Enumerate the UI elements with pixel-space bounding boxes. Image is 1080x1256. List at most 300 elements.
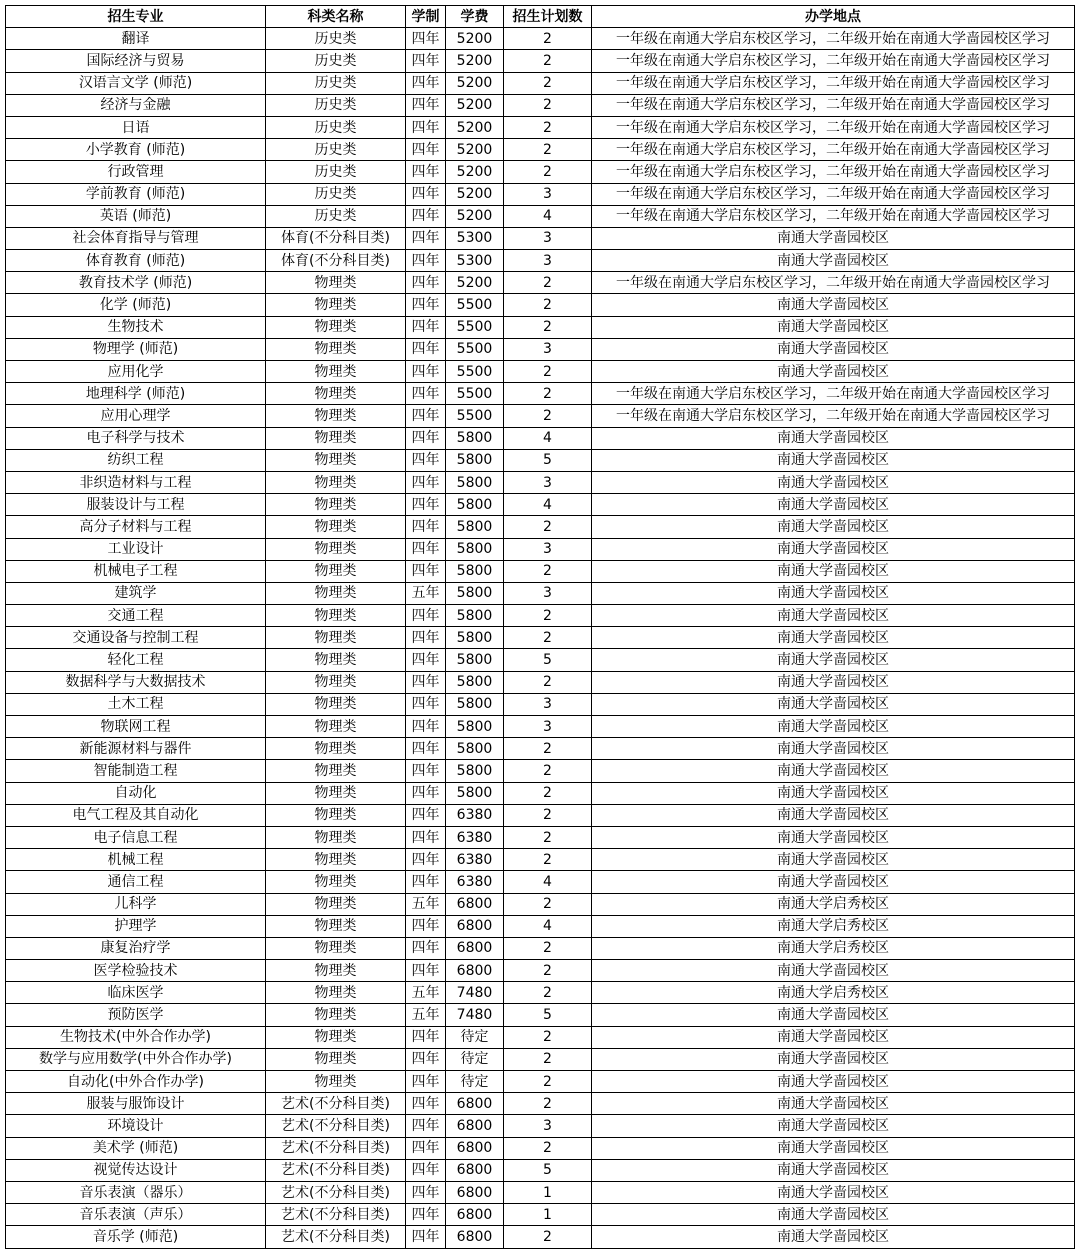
table-row (6, 1204, 1075, 1226)
cell-tuition: 5500 (446, 361, 504, 383)
cell-major: 翻译 (6, 28, 266, 50)
cell-quota: 2 (504, 294, 592, 316)
cell-tuition: 5500 (446, 294, 504, 316)
cell-duration: 四年 (406, 116, 446, 138)
cell-tuition: 6800 (446, 1181, 504, 1203)
cell-tuition: 6380 (446, 849, 504, 871)
cell-category: 物理类 (266, 605, 406, 627)
cell-category: 物理类 (266, 1004, 406, 1026)
cell-location: 南通大学啬园校区 (592, 1137, 1075, 1159)
table-row (6, 94, 1075, 116)
cell-category: 物理类 (266, 538, 406, 560)
cell-location: 南通大学啬园校区 (592, 361, 1075, 383)
cell-quota: 3 (504, 716, 592, 738)
cell-major: 机械电子工程 (6, 560, 266, 582)
table-row (6, 1137, 1075, 1159)
cell-category: 物理类 (266, 560, 406, 582)
table-row (6, 161, 1075, 183)
cell-major: 经济与金融 (6, 94, 266, 116)
cell-major: 应用心理学 (6, 405, 266, 427)
cell-major: 音乐表演（器乐） (6, 1181, 266, 1203)
table-row (6, 738, 1075, 760)
cell-duration: 四年 (406, 871, 446, 893)
cell-tuition: 5800 (446, 738, 504, 760)
cell-major: 教育技术学 (师范) (6, 272, 266, 294)
cell-location: 一年级在南通大学启东校区学习，二年级开始在南通大学啬园校区学习 (592, 139, 1075, 161)
cell-duration: 四年 (406, 716, 446, 738)
cell-major: 服装与服饰设计 (6, 1093, 266, 1115)
cell-category: 物理类 (266, 272, 406, 294)
cell-category: 历史类 (266, 205, 406, 227)
cell-quota: 3 (504, 227, 592, 249)
cell-major: 音乐表演（声乐） (6, 1204, 266, 1226)
cell-location: 南通大学啬园校区 (592, 1226, 1075, 1248)
cell-category: 物理类 (266, 716, 406, 738)
cell-category: 物理类 (266, 649, 406, 671)
cell-category: 物理类 (266, 383, 406, 405)
cell-duration: 四年 (406, 494, 446, 516)
cell-quota: 2 (504, 782, 592, 804)
cell-major: 物联网工程 (6, 716, 266, 738)
cell-duration: 四年 (406, 937, 446, 959)
cell-duration: 五年 (406, 893, 446, 915)
cell-quota: 2 (504, 272, 592, 294)
cell-duration: 五年 (406, 582, 446, 604)
cell-tuition: 5800 (446, 671, 504, 693)
cell-quota: 2 (504, 893, 592, 915)
cell-duration: 四年 (406, 50, 446, 72)
cell-category: 物理类 (266, 427, 406, 449)
cell-tuition: 待定 (446, 1048, 504, 1070)
cell-quota: 3 (504, 693, 592, 715)
cell-major: 电子科学与技术 (6, 427, 266, 449)
table-row (6, 1115, 1075, 1137)
header-tuition: 学费 (446, 6, 504, 28)
cell-category: 历史类 (266, 139, 406, 161)
cell-location: 南通大学启秀校区 (592, 982, 1075, 1004)
cell-category: 物理类 (266, 782, 406, 804)
cell-tuition: 5800 (446, 760, 504, 782)
cell-major: 非织造材料与工程 (6, 471, 266, 493)
cell-major: 儿科学 (6, 893, 266, 915)
cell-quota: 2 (504, 139, 592, 161)
cell-major: 视觉传达设计 (6, 1159, 266, 1181)
cell-tuition: 6800 (446, 1093, 504, 1115)
cell-tuition: 6800 (446, 1226, 504, 1248)
table-row (6, 72, 1075, 94)
cell-quota: 2 (504, 1026, 592, 1048)
cell-quota: 4 (504, 494, 592, 516)
table-row (6, 649, 1075, 671)
cell-location: 南通大学啬园校区 (592, 494, 1075, 516)
cell-tuition: 6800 (446, 1159, 504, 1181)
cell-duration: 四年 (406, 405, 446, 427)
cell-category: 物理类 (266, 316, 406, 338)
cell-quota: 2 (504, 116, 592, 138)
cell-location: 南通大学啬园校区 (592, 538, 1075, 560)
cell-tuition: 6800 (446, 915, 504, 937)
cell-duration: 四年 (406, 427, 446, 449)
table-row (6, 1159, 1075, 1181)
cell-tuition: 6380 (446, 804, 504, 826)
cell-duration: 四年 (406, 960, 446, 982)
cell-category: 物理类 (266, 804, 406, 826)
cell-quota: 2 (504, 738, 592, 760)
table-body (6, 28, 1075, 1248)
cell-tuition: 5500 (446, 383, 504, 405)
cell-tuition: 5800 (446, 693, 504, 715)
cell-category: 物理类 (266, 494, 406, 516)
cell-major: 学前教育 (师范) (6, 183, 266, 205)
cell-quota: 3 (504, 1115, 592, 1137)
cell-category: 历史类 (266, 161, 406, 183)
cell-quota: 4 (504, 205, 592, 227)
cell-tuition: 5500 (446, 405, 504, 427)
cell-duration: 四年 (406, 1181, 446, 1203)
cell-category: 物理类 (266, 294, 406, 316)
cell-tuition: 5200 (446, 28, 504, 50)
cell-category: 物理类 (266, 582, 406, 604)
table-row (6, 693, 1075, 715)
cell-tuition: 5200 (446, 139, 504, 161)
cell-duration: 四年 (406, 826, 446, 848)
cell-tuition: 6800 (446, 1115, 504, 1137)
cell-location: 一年级在南通大学启东校区学习，二年级开始在南通大学啬园校区学习 (592, 94, 1075, 116)
cell-quota: 2 (504, 405, 592, 427)
cell-major: 数学与应用数学(中外合作办学) (6, 1048, 266, 1070)
cell-location: 南通大学啬园校区 (592, 871, 1075, 893)
cell-location: 一年级在南通大学启东校区学习，二年级开始在南通大学啬园校区学习 (592, 205, 1075, 227)
cell-category: 物理类 (266, 671, 406, 693)
cell-location: 南通大学啬园校区 (592, 471, 1075, 493)
cell-major: 地理科学 (师范) (6, 383, 266, 405)
cell-category: 物理类 (266, 627, 406, 649)
cell-duration: 四年 (406, 272, 446, 294)
cell-major: 日语 (6, 116, 266, 138)
cell-duration: 四年 (406, 649, 446, 671)
cell-location: 一年级在南通大学启东校区学习，二年级开始在南通大学啬园校区学习 (592, 405, 1075, 427)
cell-quota: 2 (504, 982, 592, 1004)
header-location: 办学地点 (592, 6, 1075, 28)
cell-location: 南通大学啬园校区 (592, 804, 1075, 826)
cell-duration: 四年 (406, 849, 446, 871)
cell-location: 南通大学啬园校区 (592, 1093, 1075, 1115)
cell-quota: 2 (504, 560, 592, 582)
cell-duration: 五年 (406, 982, 446, 1004)
cell-duration: 四年 (406, 538, 446, 560)
cell-quota: 2 (504, 1071, 592, 1093)
cell-major: 自动化 (6, 782, 266, 804)
cell-location: 南通大学啬园校区 (592, 338, 1075, 360)
cell-duration: 四年 (406, 560, 446, 582)
table-row (6, 716, 1075, 738)
cell-category: 体育(不分科目类) (266, 227, 406, 249)
header-major: 招生专业 (6, 6, 266, 28)
cell-tuition: 5800 (446, 582, 504, 604)
cell-duration: 四年 (406, 139, 446, 161)
cell-quota: 2 (504, 72, 592, 94)
table-row (6, 494, 1075, 516)
cell-quota: 2 (504, 849, 592, 871)
table-row (6, 183, 1075, 205)
cell-location: 一年级在南通大学启东校区学习，二年级开始在南通大学啬园校区学习 (592, 383, 1075, 405)
cell-location: 南通大学啬园校区 (592, 693, 1075, 715)
cell-tuition: 5500 (446, 338, 504, 360)
cell-major: 美术学 (师范) (6, 1137, 266, 1159)
cell-major: 国际经济与贸易 (6, 50, 266, 72)
cell-major: 康复治疗学 (6, 937, 266, 959)
cell-major: 护理学 (6, 915, 266, 937)
cell-major: 体育教育 (师范) (6, 250, 266, 272)
table-row (6, 50, 1075, 72)
cell-quota: 4 (504, 871, 592, 893)
cell-tuition: 5800 (446, 471, 504, 493)
cell-category: 物理类 (266, 1071, 406, 1093)
table-row (6, 1181, 1075, 1203)
cell-major: 医学检验技术 (6, 960, 266, 982)
cell-quota: 2 (504, 760, 592, 782)
cell-duration: 四年 (406, 294, 446, 316)
cell-major: 电子信息工程 (6, 826, 266, 848)
cell-location: 一年级在南通大学启东校区学习，二年级开始在南通大学啬园校区学习 (592, 28, 1075, 50)
cell-duration: 四年 (406, 1159, 446, 1181)
cell-quota: 1 (504, 1181, 592, 1203)
cell-major: 纺织工程 (6, 449, 266, 471)
header-quota: 招生计划数 (504, 6, 592, 28)
cell-duration: 四年 (406, 227, 446, 249)
cell-category: 物理类 (266, 516, 406, 538)
cell-tuition: 5200 (446, 161, 504, 183)
cell-major: 汉语言文学 (师范) (6, 72, 266, 94)
table-row (6, 338, 1075, 360)
table-row (6, 826, 1075, 848)
cell-quota: 5 (504, 449, 592, 471)
cell-duration: 四年 (406, 161, 446, 183)
table-row (6, 139, 1075, 161)
cell-category: 物理类 (266, 361, 406, 383)
cell-location: 南通大学啬园校区 (592, 1181, 1075, 1203)
cell-major: 自动化(中外合作办学) (6, 1071, 266, 1093)
cell-category: 物理类 (266, 937, 406, 959)
cell-location: 南通大学啬园校区 (592, 1004, 1075, 1026)
cell-location: 一年级在南通大学启东校区学习，二年级开始在南通大学啬园校区学习 (592, 272, 1075, 294)
cell-category: 物理类 (266, 849, 406, 871)
cell-tuition: 5800 (446, 716, 504, 738)
cell-category: 物理类 (266, 871, 406, 893)
cell-duration: 四年 (406, 516, 446, 538)
table-row (6, 560, 1075, 582)
cell-quota: 2 (504, 627, 592, 649)
cell-quota: 2 (504, 804, 592, 826)
cell-major: 临床医学 (6, 982, 266, 1004)
cell-category: 艺术(不分科目类) (266, 1137, 406, 1159)
cell-duration: 四年 (406, 28, 446, 50)
cell-tuition: 6800 (446, 960, 504, 982)
cell-category: 物理类 (266, 826, 406, 848)
cell-location: 南通大学啬园校区 (592, 1159, 1075, 1181)
cell-quota: 5 (504, 1159, 592, 1181)
cell-duration: 四年 (406, 361, 446, 383)
cell-tuition: 5800 (446, 494, 504, 516)
cell-category: 历史类 (266, 72, 406, 94)
cell-tuition: 5800 (446, 516, 504, 538)
table-row (6, 116, 1075, 138)
cell-quota: 2 (504, 937, 592, 959)
cell-tuition: 6380 (446, 826, 504, 848)
cell-tuition: 6800 (446, 937, 504, 959)
cell-duration: 四年 (406, 205, 446, 227)
header-row (6, 6, 1075, 28)
cell-quota: 2 (504, 28, 592, 50)
cell-tuition: 5500 (446, 316, 504, 338)
cell-location: 南通大学啬园校区 (592, 960, 1075, 982)
table-row (6, 250, 1075, 272)
cell-category: 艺术(不分科目类) (266, 1115, 406, 1137)
admission-plan-sheet (5, 5, 1075, 1249)
table-row (6, 960, 1075, 982)
table-row (6, 316, 1075, 338)
table-row (6, 605, 1075, 627)
cell-quota: 3 (504, 338, 592, 360)
cell-quota: 2 (504, 1137, 592, 1159)
cell-duration: 四年 (406, 72, 446, 94)
cell-duration: 四年 (406, 1115, 446, 1137)
cell-tuition: 6800 (446, 893, 504, 915)
cell-location: 一年级在南通大学启东校区学习，二年级开始在南通大学啬园校区学习 (592, 72, 1075, 94)
cell-duration: 四年 (406, 738, 446, 760)
table-row (6, 1026, 1075, 1048)
cell-quota: 2 (504, 1093, 592, 1115)
cell-category: 艺术(不分科目类) (266, 1181, 406, 1203)
cell-tuition: 5200 (446, 272, 504, 294)
cell-quota: 3 (504, 538, 592, 560)
cell-quota: 3 (504, 582, 592, 604)
cell-quota: 2 (504, 516, 592, 538)
table-row (6, 471, 1075, 493)
cell-quota: 2 (504, 960, 592, 982)
table-row (6, 383, 1075, 405)
cell-duration: 四年 (406, 183, 446, 205)
table-row (6, 227, 1075, 249)
cell-duration: 四年 (406, 671, 446, 693)
cell-tuition: 5200 (446, 116, 504, 138)
cell-major: 数据科学与大数据技术 (6, 671, 266, 693)
cell-location: 南通大学啬园校区 (592, 605, 1075, 627)
cell-major: 生物技术(中外合作办学) (6, 1026, 266, 1048)
cell-tuition: 5200 (446, 205, 504, 227)
cell-major: 智能制造工程 (6, 760, 266, 782)
cell-major: 高分子材料与工程 (6, 516, 266, 538)
cell-duration: 四年 (406, 316, 446, 338)
cell-duration: 四年 (406, 1137, 446, 1159)
cell-location: 一年级在南通大学启东校区学习，二年级开始在南通大学啬园校区学习 (592, 116, 1075, 138)
cell-duration: 四年 (406, 383, 446, 405)
cell-tuition: 7480 (446, 1004, 504, 1026)
table-row (6, 982, 1075, 1004)
cell-quota: 2 (504, 161, 592, 183)
cell-duration: 四年 (406, 1204, 446, 1226)
cell-quota: 3 (504, 250, 592, 272)
cell-quota: 2 (504, 50, 592, 72)
cell-category: 物理类 (266, 960, 406, 982)
cell-location: 南通大学啬园校区 (592, 294, 1075, 316)
cell-category: 物理类 (266, 1048, 406, 1070)
cell-location: 南通大学啬园校区 (592, 250, 1075, 272)
cell-duration: 五年 (406, 1004, 446, 1026)
cell-tuition: 5800 (446, 427, 504, 449)
cell-location: 南通大学啬园校区 (592, 560, 1075, 582)
cell-location: 南通大学啬园校区 (592, 760, 1075, 782)
cell-major: 预防医学 (6, 1004, 266, 1026)
table-row (6, 361, 1075, 383)
cell-tuition: 5800 (446, 782, 504, 804)
cell-major: 工业设计 (6, 538, 266, 560)
cell-category: 历史类 (266, 183, 406, 205)
table-row (6, 627, 1075, 649)
table-row (6, 760, 1075, 782)
table-row (6, 272, 1075, 294)
cell-quota: 5 (504, 1004, 592, 1026)
table-row (6, 28, 1075, 50)
cell-category: 物理类 (266, 338, 406, 360)
table-row (6, 1004, 1075, 1026)
cell-tuition: 5200 (446, 94, 504, 116)
cell-quota: 2 (504, 1048, 592, 1070)
cell-tuition: 5800 (446, 649, 504, 671)
table-row (6, 294, 1075, 316)
cell-location: 南通大学啬园校区 (592, 826, 1075, 848)
cell-duration: 四年 (406, 804, 446, 826)
cell-category: 物理类 (266, 915, 406, 937)
cell-duration: 四年 (406, 782, 446, 804)
table-row (6, 516, 1075, 538)
table-row (6, 1048, 1075, 1070)
cell-major: 物理学 (师范) (6, 338, 266, 360)
cell-duration: 四年 (406, 693, 446, 715)
cell-duration: 四年 (406, 1026, 446, 1048)
cell-location: 南通大学啬园校区 (592, 716, 1075, 738)
table-row (6, 937, 1075, 959)
admission-plan-table (5, 5, 1075, 1249)
table-row (6, 871, 1075, 893)
cell-location: 南通大学啬园校区 (592, 782, 1075, 804)
cell-category: 艺术(不分科目类) (266, 1226, 406, 1248)
table-row (6, 849, 1075, 871)
cell-location: 南通大学啬园校区 (592, 649, 1075, 671)
cell-category: 物理类 (266, 471, 406, 493)
table-row (6, 538, 1075, 560)
cell-duration: 四年 (406, 1071, 446, 1093)
cell-major: 环境设计 (6, 1115, 266, 1137)
cell-tuition: 7480 (446, 982, 504, 1004)
cell-location: 南通大学啬园校区 (592, 316, 1075, 338)
cell-major: 土木工程 (6, 693, 266, 715)
cell-major: 应用化学 (6, 361, 266, 383)
cell-location: 一年级在南通大学启东校区学习，二年级开始在南通大学啬园校区学习 (592, 161, 1075, 183)
table-row (6, 405, 1075, 427)
table-row (6, 1226, 1075, 1248)
cell-duration: 四年 (406, 338, 446, 360)
cell-major: 机械工程 (6, 849, 266, 871)
cell-quota: 5 (504, 649, 592, 671)
cell-major: 通信工程 (6, 871, 266, 893)
cell-duration: 四年 (406, 760, 446, 782)
table-row (6, 205, 1075, 227)
cell-category: 物理类 (266, 449, 406, 471)
cell-category: 物理类 (266, 405, 406, 427)
cell-major: 生物技术 (6, 316, 266, 338)
cell-major: 社会体育指导与管理 (6, 227, 266, 249)
